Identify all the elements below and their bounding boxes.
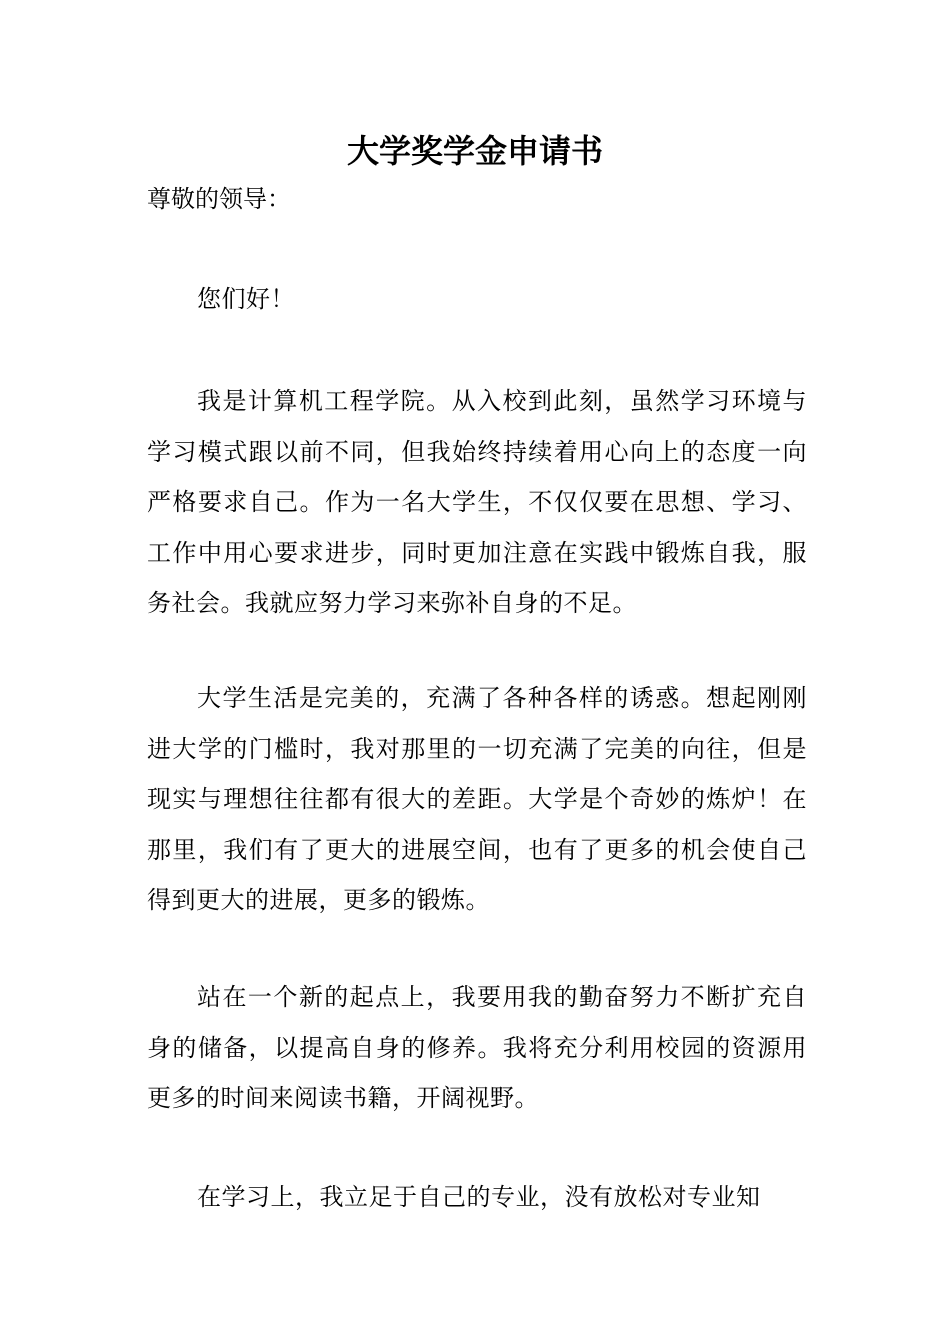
document-title: 大学奖学金申请书 — [346, 132, 603, 170]
salutation: 尊敬的领导： — [147, 185, 291, 213]
paragraph-new-starting-point: 站在一个新的起点上，我要用我的勤奋努力不断扩充自身的储备，以提高自身的修养。我将充分利用校园的资源用更多的时间来阅读书籍，开阔视野。 — [147, 983, 807, 1112]
paragraph-greeting: 您们好！ — [197, 285, 295, 313]
paragraph-study: 在学习上，我立足于自己的专业，没有放松对专业知 — [197, 1183, 761, 1211]
paragraph-college-life: 大学生活是完美的，充满了各种各样的诱惑。想起刚刚进大学的门槛时，我对那里的一切充满了完美的向往，但是现实与理想往往都有很大的差距。大学是个奇妙的炼炉！在那里，我们有了更大的进展空间，也有了更多的机会使自己得到更大的进展，更多的锻炼。 — [147, 684, 807, 914]
paragraph-introduction: 我是计算机工程学院。从入校到此刻，虽然学习环境与学习模式跟以前不同，但我始终持续着用心向上的态度一向严格要求自己。作为一名大学生，不仅仅要在思想、学习、工作中用心要求进步，同时更加注意在实践中锻炼自我，服务社会。我就应努力学习来弥补自身的不足。 — [147, 387, 807, 617]
